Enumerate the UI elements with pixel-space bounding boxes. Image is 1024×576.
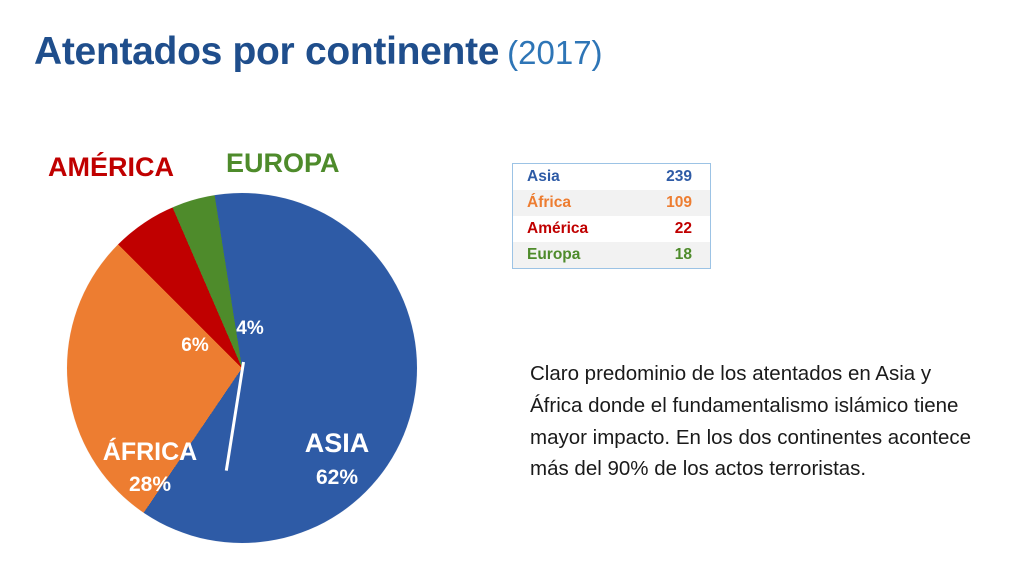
- pie-slice-pct-africa: 28%: [128, 472, 172, 496]
- pie-slice-pct-asia: 62%: [315, 466, 359, 490]
- pie-slice-name-africa: ÁFRICA: [102, 438, 198, 466]
- pie-callout-europa: EUROPA: [226, 148, 340, 178]
- table-cell-label: África: [513, 190, 631, 216]
- table-row: [513, 216, 710, 242]
- pie-slice-label-asia: [272, 428, 402, 490]
- title-text: Atentados por continente: [34, 30, 500, 73]
- body-paragraph: Claro predominio de los atentados en Asia y África donde el fundamentalismo islámico tiene mayor impacto. En los dos continentes acontece más del 90% de los actos terroristas.: [530, 362, 971, 481]
- pie-callout-america: AMÉRICA: [48, 152, 174, 182]
- pie-slice-name-asia: ASIA: [304, 428, 370, 458]
- table-cell-label: Europa: [513, 242, 631, 268]
- pie-slice-pct-america: 6%: [181, 335, 209, 356]
- table-row: [513, 190, 710, 216]
- data-table: [512, 163, 711, 269]
- table-cell-label: Asia: [513, 164, 631, 190]
- pie-chart: [20, 130, 490, 550]
- table-cell-value: 109: [631, 190, 710, 216]
- page-title: [34, 30, 603, 74]
- table-cell-value: 18: [631, 242, 710, 268]
- title-year: (2017): [507, 34, 603, 71]
- pie-slice-pct-europa: 4%: [236, 318, 264, 339]
- table-cell-value: 239: [631, 164, 710, 190]
- table-row: [513, 242, 710, 268]
- pie-slice-label-africa: [75, 438, 225, 497]
- table-cell-value: 22: [631, 216, 710, 242]
- table-cell-label: América: [513, 216, 631, 242]
- table-row: [513, 164, 710, 190]
